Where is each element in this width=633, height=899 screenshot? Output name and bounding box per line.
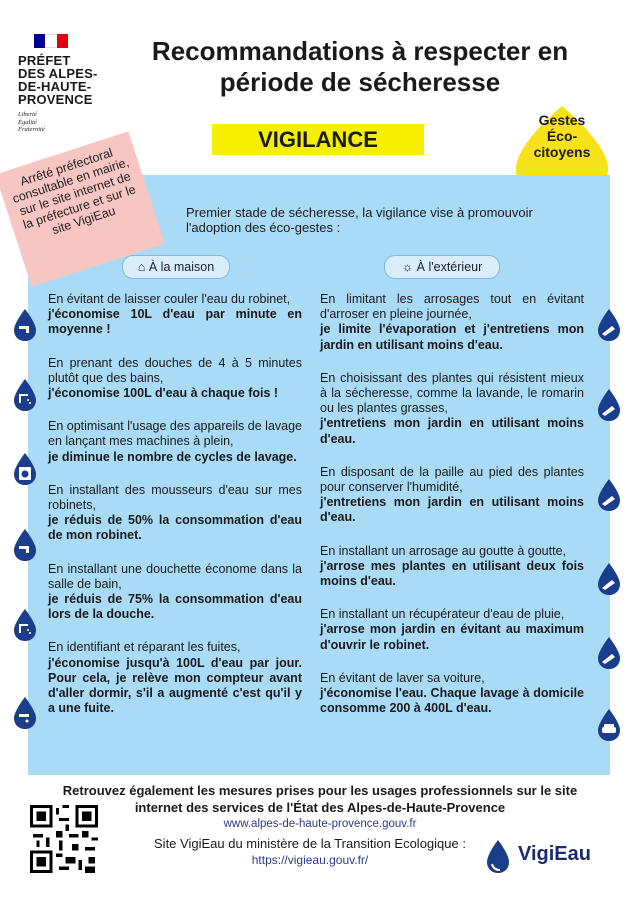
intro-text: Premier stade de sécheresse, la vigilance vise à promouvoir l'adoption des éco-gestes : [186, 205, 533, 235]
list-item: En limitant les arrosages tout en évitant d'arroser en pleine journée, je limite l'évaporation et j'entretiens mon jardin en utilisant moins d'eau. [320, 292, 584, 352]
list-item: En installant une douchette économe dans la salle de bain, je réduis de 75% la consommation d'eau lors de la douche. [48, 561, 302, 622]
hose-icon [596, 478, 622, 512]
prefecture-link[interactable]: www.alpes-de-haute-provence.gouv.fr [223, 818, 417, 830]
list-item: En identifiant et réparant les fuites, j'économise jusqu'à 100L d'eau par jour. Pour cela, je relève mon compteur avant d'aller dormir, s'il a augmenté c'est qu'il y a une fuite. [48, 640, 302, 716]
hose-icon [596, 308, 622, 342]
republic-motto: Liberté Égalité Fraternité [18, 111, 45, 133]
faucet-icon [12, 528, 38, 562]
faucet-icon [12, 308, 38, 342]
list-item: En installant des mousseurs d'eau sur mes robinets, je réduis de 50% la consommation d'eau de mon robinet. [48, 482, 302, 543]
hose-icon [596, 388, 622, 422]
tab-outdoor: ☼ À l'extérieur [384, 255, 500, 279]
washing-machine-icon [12, 452, 38, 486]
tab-home: ⌂ À la maison [122, 255, 230, 279]
home-column [48, 292, 302, 734]
vigilance-level-banner: VIGILANCE [212, 124, 424, 155]
outdoor-column [320, 292, 584, 734]
list-item: En installant un récupérateur d'eau de pluie, j'arrose mon jardin en évitant au maximum d'ouvrir le robinet. [320, 607, 584, 652]
list-item: En disposant de la paille au pied des plantes pour conserver l'humidité, j'entretiens mon jardin en utilisant moins d'eau. [320, 464, 584, 525]
list-item: En évitant de laver sa voiture, j'économise l'eau. Chaque lavage à domicile consomme 200 à 400L d'eau. [320, 670, 584, 716]
vigieau-link[interactable]: https://vigieau.gouv.fr/ [251, 853, 369, 867]
qr-code[interactable] [30, 805, 98, 873]
list-item: En prenant des douches de 4 à 5 minutes plutôt que des bains, j'économise 100L d'eau à chaque fois ! [48, 355, 302, 401]
footer-info: Retrouvez également les mesures prises pour les usages professionnels sur le site internet des services de l'État des Alpes-de-Haute-Provence www.alpes-de-haute-provence.gouv.fr [40, 782, 600, 832]
shower-icon [12, 378, 38, 412]
eco-gestures-label: Gestes Éco- citoyens [533, 112, 591, 160]
french-flag-icon [34, 34, 68, 48]
prefecture-logo [18, 34, 118, 134]
shower-icon [12, 608, 38, 642]
prefectoral-note: Arrêté préfectoral consultable en mairie, sur le site internet de la préfecture et sur le site VigiEau [0, 131, 165, 286]
list-item: En installant un arrosage au goutte à goutte, j'arrose mes plantes en utilisant deux fois moins d'eau. [320, 543, 584, 589]
list-item: En choisissant des plantes qui résistent mieux à la sécheresse, comme la lavande, le romarin ou les plantes grasses, j'entretiens mon jardin en utilisant moins d'eau. [320, 370, 584, 446]
vigieau-brand: VigiEau [518, 843, 591, 865]
hose-icon [596, 562, 622, 596]
vigieau-info: Site VigiEau du ministère de la Transition Ecologique : https://vigieau.gouv.fr/ [140, 836, 480, 868]
prefet-name: PRÉFET DES ALPES- DE-HAUTE- PROVENCE [18, 53, 98, 107]
page-title: Recommandations à respecter en période de sécheresse [151, 36, 569, 97]
list-item: En évitant de laisser couler l'eau du robinet, j'économise 10L d'eau par minute en moyenne ! [48, 292, 302, 337]
car-icon [596, 708, 622, 742]
list-item: En optimisant l'usage des appareils de lavage en lançant mes machines à plein, je diminue le nombre de cycles de lavage. [48, 419, 302, 464]
leak-icon [12, 696, 38, 730]
hose-icon [596, 636, 622, 670]
